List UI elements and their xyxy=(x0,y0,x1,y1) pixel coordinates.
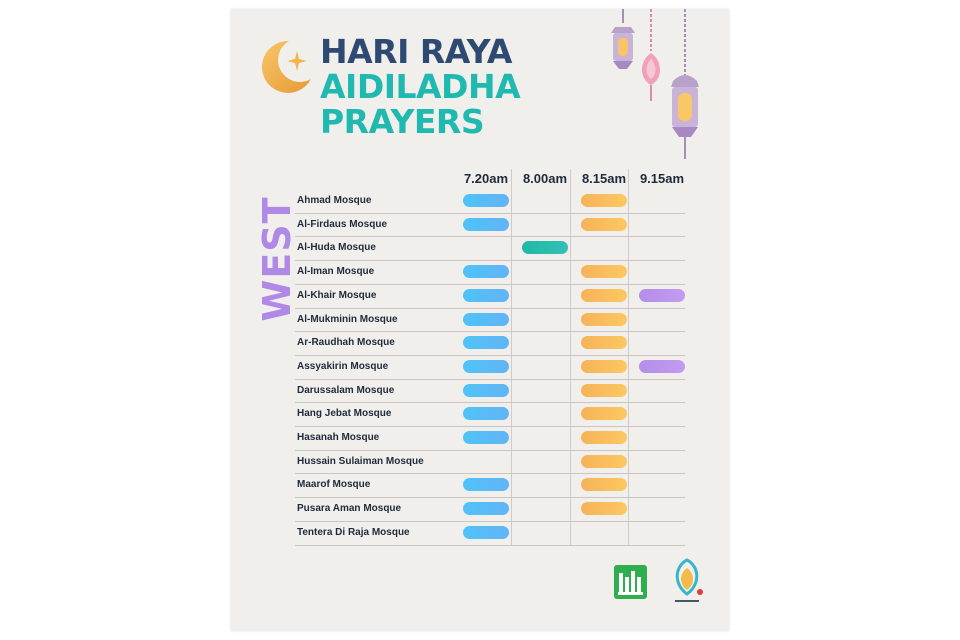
column-divider xyxy=(570,169,571,545)
prayer-slot-2 xyxy=(581,336,627,349)
muis-logo-icon xyxy=(614,565,647,599)
mosque-name: Assyakirin Mosque xyxy=(297,360,389,372)
prayer-slot-0 xyxy=(463,431,509,444)
time-header-0: 7.20am xyxy=(463,171,509,186)
prayer-slot-2 xyxy=(581,360,627,373)
time-header-3: 9.15am xyxy=(639,171,685,186)
prayer-slot-2 xyxy=(581,194,627,207)
prayer-slot-2 xyxy=(581,455,627,468)
prayer-slot-0 xyxy=(463,478,509,491)
prayer-slot-0 xyxy=(463,218,509,231)
prayer-slot-0 xyxy=(463,289,509,302)
prayer-slot-2 xyxy=(581,313,627,326)
prayer-slot-3 xyxy=(639,289,685,302)
mosque-name: Al-Huda Mosque xyxy=(297,242,376,254)
prayer-slot-0 xyxy=(463,502,509,515)
mosque-name: Hussain Sulaiman Mosque xyxy=(297,455,424,467)
prayer-slot-1 xyxy=(522,241,568,254)
prayer-slot-2 xyxy=(581,289,627,302)
prayer-slot-2 xyxy=(581,384,627,397)
title-line-1: HARI RAYA xyxy=(320,32,512,71)
poster-title xyxy=(320,34,520,139)
title-line-2: AIDILADHA xyxy=(320,67,521,106)
prayer-slot-2 xyxy=(581,218,627,231)
prayer-slot-0 xyxy=(463,407,509,420)
mosque-name: Al-Iman Mosque xyxy=(297,266,375,278)
prayer-slot-0 xyxy=(463,265,509,278)
mosque-name: Al-Firdaus Mosque xyxy=(297,218,388,230)
poster xyxy=(231,9,729,631)
row-divider xyxy=(295,545,685,546)
prayer-slot-2 xyxy=(581,478,627,491)
prayer-slot-0 xyxy=(463,313,509,326)
mosque-name: Tentera Di Raja Mosque xyxy=(297,526,410,538)
our-masjid-logo-icon xyxy=(669,554,705,610)
mosque-name: Ar-Raudhah Mosque xyxy=(297,337,395,349)
mosque-name: Pusara Aman Mosque xyxy=(297,503,402,515)
prayer-slot-3 xyxy=(639,360,685,373)
prayer-slot-0 xyxy=(463,526,509,539)
time-header-2: 8.15am xyxy=(581,171,627,186)
mosque-name: Al-Khair Mosque xyxy=(297,289,377,301)
mosque-name: Maarof Mosque xyxy=(297,479,371,491)
prayer-slot-2 xyxy=(581,431,627,444)
mosque-name: Hasanah Mosque xyxy=(297,432,380,443)
mosque-name: Darussalam Mosque xyxy=(297,384,395,396)
region-text: WEST xyxy=(255,196,299,322)
prayer-slot-2 xyxy=(581,265,627,278)
crescent-moon-icon xyxy=(253,35,315,97)
mosque-name: Al-Mukminin Mosque xyxy=(297,313,398,325)
region-label xyxy=(257,194,297,324)
title-line-3: PRAYERS xyxy=(320,102,485,141)
mosque-name: Hang Jebat Mosque xyxy=(297,408,392,420)
mosque-name: Ahmad Mosque xyxy=(297,195,372,206)
prayer-slot-0 xyxy=(463,194,509,207)
prayer-slot-0 xyxy=(463,384,509,397)
prayer-slot-2 xyxy=(581,407,627,420)
prayer-slot-0 xyxy=(463,336,509,349)
time-header-1: 8.00am xyxy=(522,171,568,186)
lanterns-icon xyxy=(603,9,729,171)
column-divider xyxy=(511,169,512,545)
column-divider xyxy=(628,169,629,545)
prayer-slot-2 xyxy=(581,502,627,515)
prayer-slot-0 xyxy=(463,360,509,373)
